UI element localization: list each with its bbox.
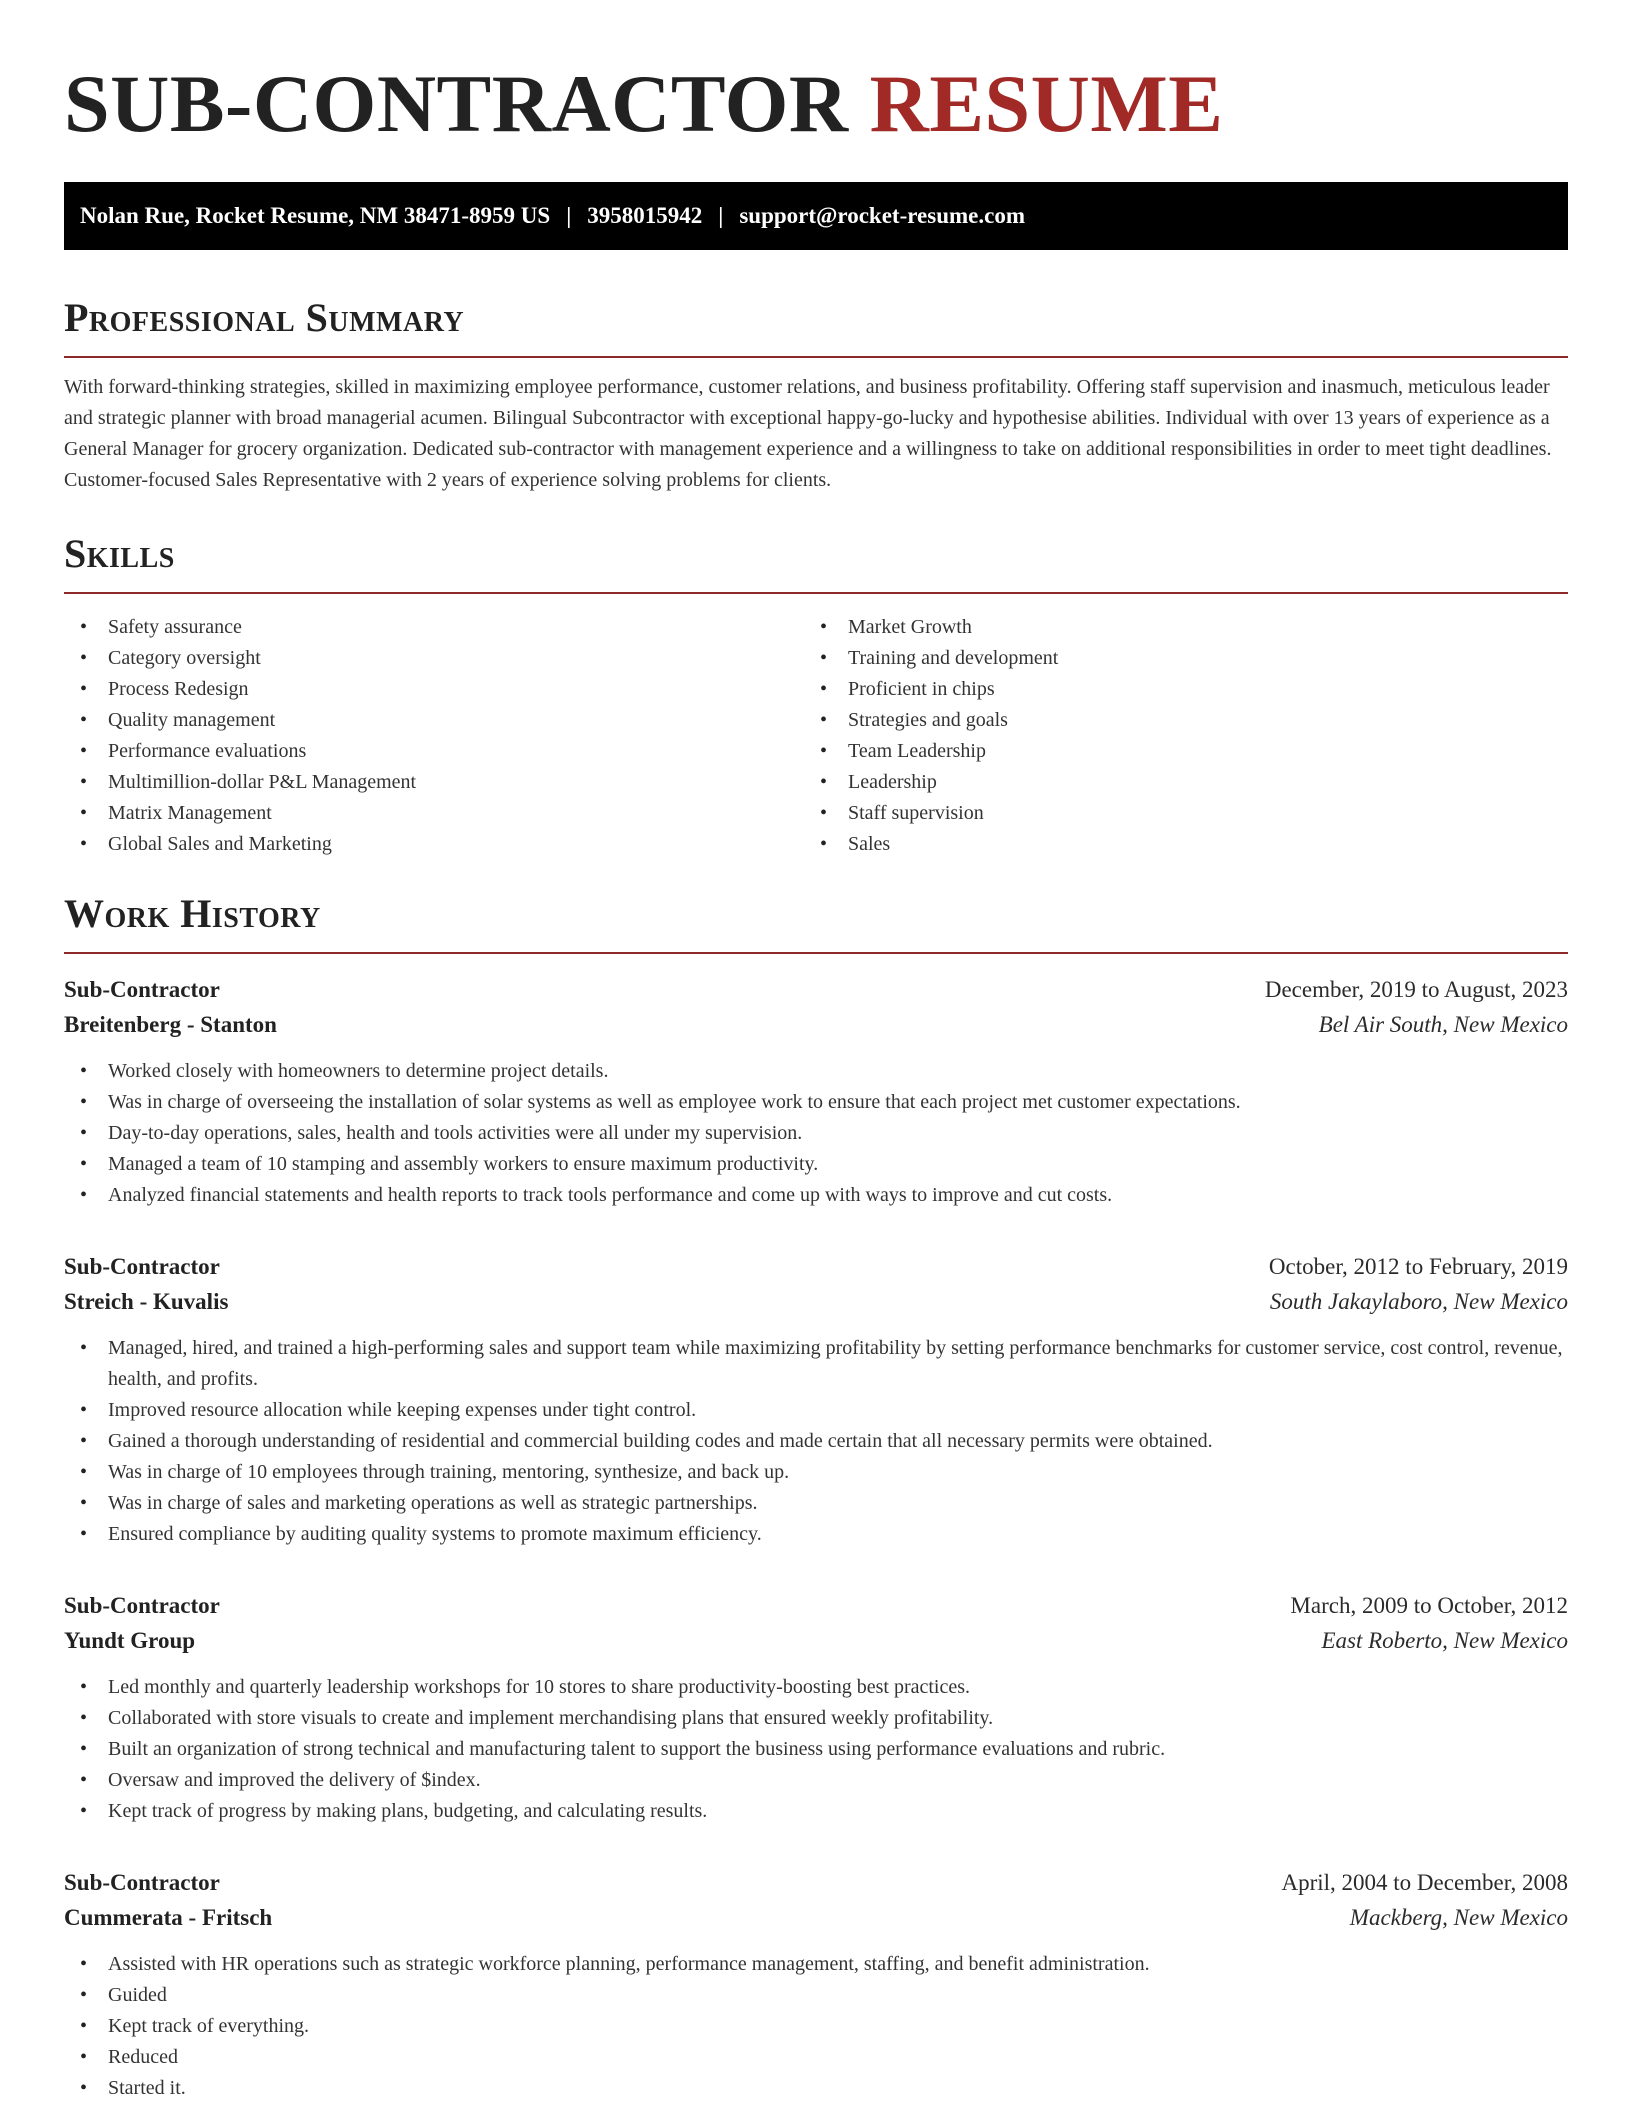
- contact-separator: |: [566, 203, 572, 228]
- job-entry: [64, 1588, 1568, 1827]
- job-duty: • Ensured compliance by auditing quality systems to promote maximum efficiency.: [64, 1519, 1568, 1550]
- job-duty: • Collaborated with store visuals to create and implement merchandising plans that ensured weekly profitability.: [64, 1703, 1568, 1734]
- job-title: Sub-Contractor: [64, 1254, 220, 1279]
- summary-text: With forward-thinking strategies, skilled in maximizing employee performance, customer relations, and business profitability. Offering staff supervision and inasmuch, meticulous leader and strategic planner with broad managerial acumen. Bilingual Subcontractor with exceptional happy-go-lucky and hypothesise abilities. Individual with over 13 years of experience as a General Manager for grocery organization. Dedicated sub-contractor with management experience and a willingness to take on additional responsibilities in order to meet tight deadlines. Customer-focused Sales Representative with 2 years of experience solving problems for clients.: [64, 376, 1552, 491]
- job-duty: • Day-to-day operations, sales, health and tools activities were all under my supervision.: [64, 1118, 1568, 1149]
- job-duty: • Managed, hired, and trained a high-performing sales and support team while maximizing profitability by setting performance benchmarks for customer service, cost control, revenue, health, and profits.: [64, 1333, 1568, 1395]
- job-duty: • Oversaw and improved the delivery of $index.: [64, 1765, 1568, 1796]
- job-location: South Jakaylaboro, New Mexico: [1269, 1289, 1568, 1314]
- job-company-row: [64, 1623, 1568, 1658]
- job-company: Breitenberg - Stanton: [64, 1012, 277, 1037]
- job-company: Cummerata - Fritsch: [64, 1905, 273, 1930]
- skills-list-left: [64, 612, 804, 860]
- resume-title: [64, 0, 1568, 152]
- job-duties-list: [64, 1949, 1568, 2104]
- skill-item: • Performance evaluations: [64, 736, 804, 767]
- section-divider: [64, 592, 1568, 594]
- work-history-section: [64, 890, 1568, 2104]
- job-entry: [64, 1249, 1568, 1550]
- job-company-row: [64, 1284, 1568, 1319]
- skills-section: [64, 530, 1568, 860]
- job-duty: • Was in charge of 10 employees through training, mentoring, synthesize, and back up.: [64, 1457, 1568, 1488]
- job-header-row: [64, 1249, 1568, 1284]
- skill-item: • Safety assurance: [64, 612, 804, 643]
- skill-item: • Training and development: [804, 643, 1544, 674]
- skill-item: • Category oversight: [64, 643, 804, 674]
- job-duty: • Built an organization of strong technical and manufacturing talent to support the business using performance evaluations and rubric.: [64, 1734, 1568, 1765]
- job-dates: December, 2019 to August, 2023: [1264, 977, 1568, 1002]
- job-duty: • Led monthly and quarterly leadership workshops for 10 stores to share productivity-boosting best practices.: [64, 1672, 1568, 1703]
- skill-item: • Proficient in chips: [804, 674, 1544, 705]
- contact-bar: [64, 182, 1568, 250]
- title-main: SUB-CONTRACTOR: [64, 58, 849, 149]
- section-title-summary: Professional Summary: [64, 295, 465, 340]
- skill-item: • Quality management: [64, 705, 804, 736]
- job-header-row: [64, 1865, 1568, 1900]
- skill-item: • Multimillion-dollar P&L Management: [64, 767, 804, 798]
- job-company: Streich - Kuvalis: [64, 1289, 229, 1314]
- job-location: East Roberto, New Mexico: [1321, 1628, 1568, 1653]
- section-divider: [64, 952, 1568, 954]
- job-duty: • Guided: [64, 1980, 1568, 2011]
- contact-separator: |: [718, 203, 724, 228]
- title-accent: RESUME: [869, 58, 1224, 149]
- job-title: Sub-Contractor: [64, 977, 220, 1002]
- skill-item: • Leadership: [804, 767, 1544, 798]
- job-location: Mackberg, New Mexico: [1349, 1905, 1568, 1930]
- job-duties-list: [64, 1056, 1568, 1211]
- skills-grid: [64, 612, 1568, 860]
- job-header-row: [64, 972, 1568, 1007]
- job-entry: [64, 1865, 1568, 2104]
- job-duties-list: [64, 1672, 1568, 1827]
- contact-phone: 3958015942: [587, 203, 703, 228]
- job-duty: • Gained a thorough understanding of residential and commercial building codes and made certain that all necessary permits were obtained.: [64, 1426, 1568, 1457]
- job-dates: March, 2009 to October, 2012: [1290, 1593, 1568, 1618]
- job-duty: • Reduced: [64, 2042, 1568, 2073]
- job-duty: • Assisted with HR operations such as strategic workforce planning, performance management, staffing, and benefit administration.: [64, 1949, 1568, 1980]
- professional-summary-section: [64, 294, 1568, 496]
- job-company-row: [64, 1007, 1568, 1042]
- job-duty: • Was in charge of sales and marketing operations as well as strategic partnerships.: [64, 1488, 1568, 1519]
- job-duty: • Worked closely with homeowners to determine project details.: [64, 1056, 1568, 1087]
- job-title: Sub-Contractor: [64, 1593, 220, 1618]
- job-title: Sub-Contractor: [64, 1870, 220, 1895]
- section-divider: [64, 356, 1568, 358]
- job-duty: • Improved resource allocation while keeping expenses under tight control.: [64, 1395, 1568, 1426]
- skill-item: • Matrix Management: [64, 798, 804, 829]
- job-duty: • Analyzed financial statements and health reports to track tools performance and come up with ways to improve and cut costs.: [64, 1180, 1568, 1211]
- contact-address: Nolan Rue, Rocket Resume, NM 38471-8959 US: [80, 203, 551, 228]
- job-company: Yundt Group: [64, 1628, 196, 1653]
- skill-item: • Sales: [804, 829, 1544, 860]
- job-duty: • Kept track of progress by making plans, budgeting, and calculating results.: [64, 1796, 1568, 1827]
- job-dates: October, 2012 to February, 2019: [1268, 1254, 1568, 1279]
- skill-item: • Market Growth: [804, 612, 1544, 643]
- job-entry: [64, 972, 1568, 1211]
- job-duties-list: [64, 1333, 1568, 1550]
- skill-item: • Staff supervision: [804, 798, 1544, 829]
- skills-list-right: [804, 612, 1544, 860]
- job-company-row: [64, 1900, 1568, 1935]
- section-title-work-history: Work History: [64, 891, 321, 936]
- skill-item: • Team Leadership: [804, 736, 1544, 767]
- job-duty: • Managed a team of 10 stamping and assembly workers to ensure maximum productivity.: [64, 1149, 1568, 1180]
- job-dates: April, 2004 to December, 2008: [1281, 1870, 1568, 1895]
- job-duty: • Started it.: [64, 2073, 1568, 2104]
- job-duty: • Was in charge of overseeing the installation of solar systems as well as employee work to ensure that each project met customer expectations.: [64, 1087, 1568, 1118]
- section-title-skills: Skills: [64, 531, 175, 576]
- skill-item: • Global Sales and Marketing: [64, 829, 804, 860]
- job-location: Bel Air South, New Mexico: [1318, 1012, 1568, 1037]
- skill-item: • Process Redesign: [64, 674, 804, 705]
- skill-item: • Strategies and goals: [804, 705, 1544, 736]
- job-duty: • Kept track of everything.: [64, 2011, 1568, 2042]
- job-header-row: [64, 1588, 1568, 1623]
- contact-email: support@rocket-resume.com: [739, 203, 1025, 228]
